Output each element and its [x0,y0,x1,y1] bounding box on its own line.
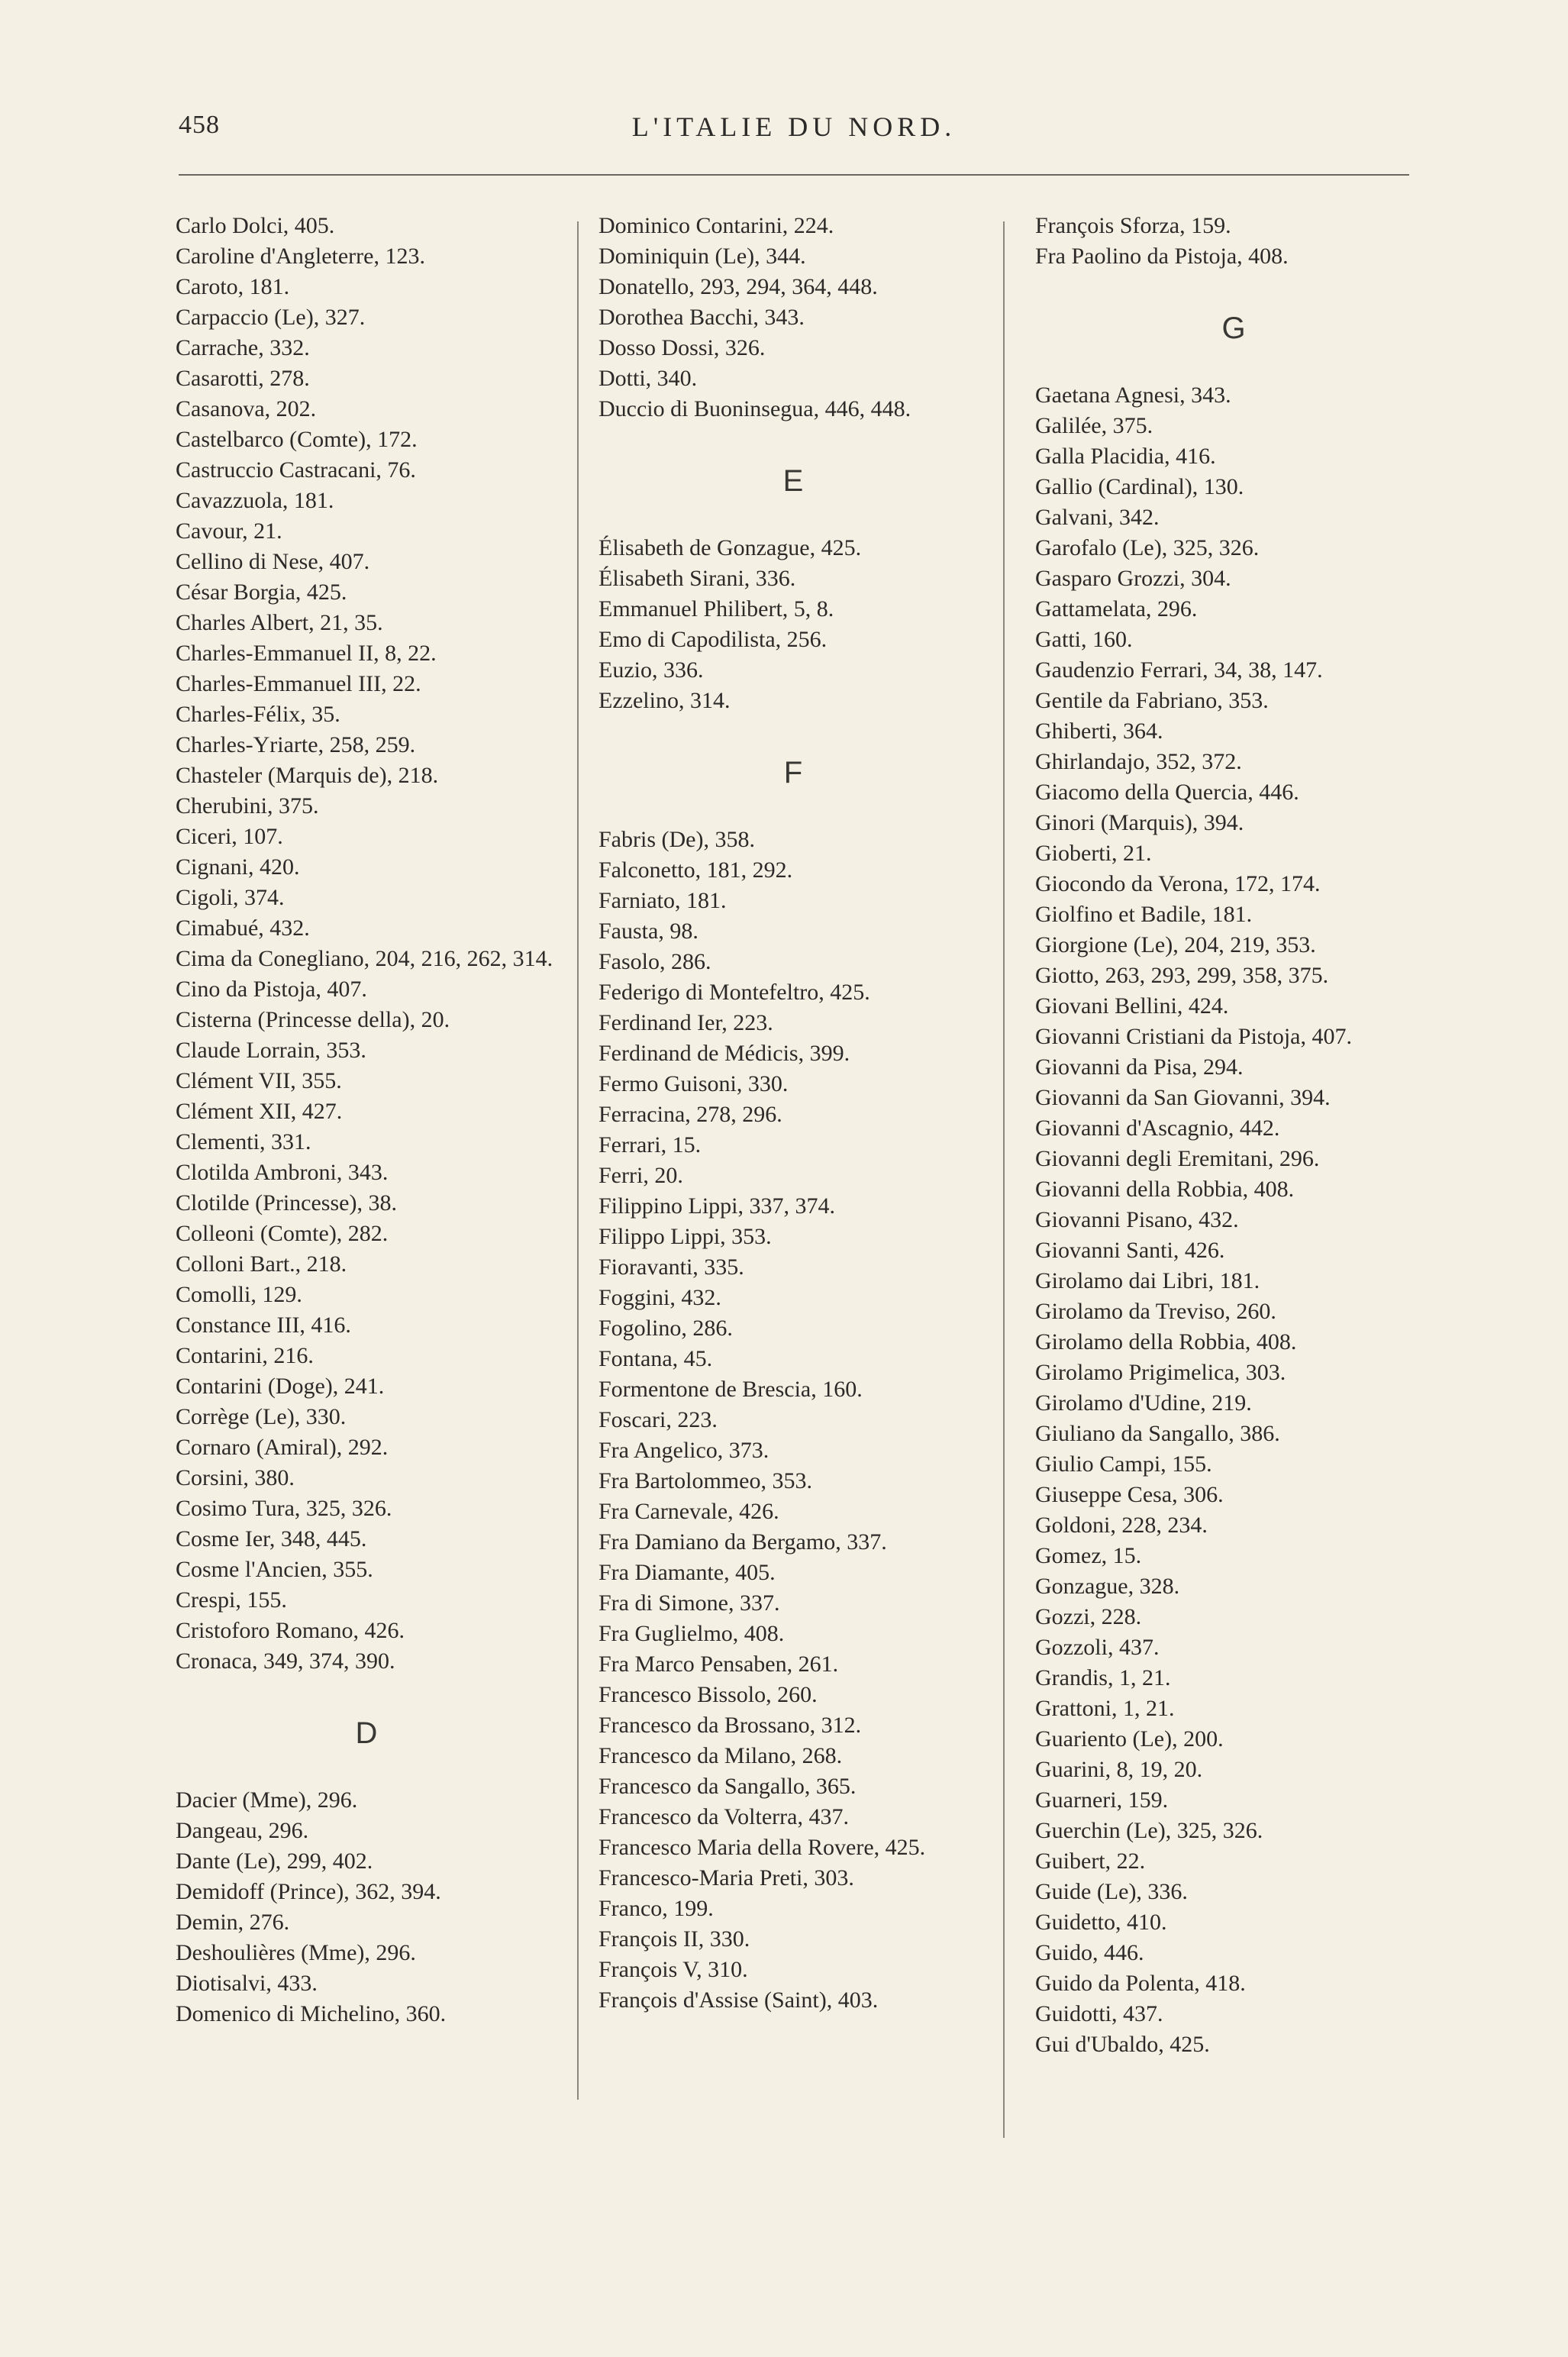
index-entry: Castruccio Castracani, 76. [176,457,416,483]
index-entry: Giuseppe Cesa, 306. [1035,1482,1224,1507]
index-entry: Gozzoli, 437. [1035,1635,1160,1660]
index-entry: Cristoforo Romano, 426. [176,1618,405,1643]
index-entry: Guidotti, 437. [1035,2001,1163,2026]
index-entry: Giovanni Santi, 426. [1035,1238,1225,1263]
index-entry: Ghirlandajo, 352, 372. [1035,749,1242,774]
index-entry: Francesco da Milano, 268. [598,1743,843,1768]
index-entry: Cisterna (Princesse della), 20. [176,1007,450,1032]
index-entry: Giovanni da San Giovanni, 394. [1035,1085,1331,1110]
index-entry: Charles-Emmanuel II, 8, 22. [176,641,437,666]
index-column-1 [176,211,557,2029]
index-entry: Guarini, 8, 19, 20. [1035,1757,1203,1782]
index-entry: César Borgia, 425. [176,580,347,605]
index-entry: Comolli, 129. [176,1282,302,1307]
index-entry: Galilée, 375. [1035,413,1153,438]
index-entry: Francesco-Maria Preti, 303. [598,1865,854,1890]
index-entry: François d'Assise (Saint), 403. [598,1987,879,2013]
index-entry: Gonzague, 328. [1035,1574,1180,1599]
index-entry: Castelbarco (Comte), 172. [176,427,418,452]
index-entry: François II, 330. [598,1926,750,1952]
index-entry: Giulio Campi, 155. [1035,1451,1212,1477]
index-entry: Gentile da Fabriano, 353. [1035,688,1269,713]
index-entry: Fra Marco Pensaben, 261. [598,1652,839,1677]
section-letter-heading: D [355,1716,378,1750]
index-entry: Donatello, 293, 294, 364, 448. [598,274,878,299]
index-entry: Dorothea Bacchi, 343. [598,305,805,330]
index-entry: Ginori (Marquis), 394. [1035,810,1244,835]
index-entry: Francesco Maria della Rovere, 425. [598,1835,926,1860]
index-entry: Garofalo (Le), 325, 326. [1035,535,1260,560]
index-entry: Guido, 446. [1035,1940,1144,1965]
index-entry: Demin, 276. [176,1910,290,1935]
index-entry: Emmanuel Philibert, 5, 8. [598,596,834,622]
index-entry: Clément VII, 355. [176,1068,342,1093]
index-entry: Gomez, 15. [1035,1543,1142,1568]
index-entry: Francesco da Sangallo, 365. [598,1774,857,1799]
index-entry: Fogolino, 286. [598,1316,733,1341]
index-entry: Cellino di Nese, 407. [176,549,370,574]
index-entry: Ferdinand Ier, 223. [598,1010,773,1035]
index-entry: Giovanni degli Eremitani, 296. [1035,1146,1320,1171]
index-entry: Ghiberti, 364. [1035,718,1163,744]
index-entry: Cornaro (Amiral), 292. [176,1435,389,1460]
index-entry: Cronaca, 349, 374, 390. [176,1648,395,1674]
index-entry: Falconetto, 181, 292. [598,857,793,883]
index-entry: Carrache, 332. [176,335,310,360]
index-entry: Giovanni Cristiani da Pistoja, 407. [1035,1024,1352,1049]
index-entry: Filippino Lippi, 337, 374. [598,1193,836,1219]
index-entry: Galvani, 342. [1035,505,1160,530]
index-entry: Gaudenzio Ferrari, 34, 38, 147. [1035,657,1323,683]
index-entry: Fabris (De), 358. [598,827,755,852]
section-letter-heading: E [782,464,804,498]
index-entry: Fra Diamante, 405. [598,1560,776,1585]
index-entry: Fra Bartolommeo, 353. [598,1468,812,1493]
index-entry: Corsini, 380. [176,1465,295,1490]
index-entry: Guibert, 22. [1035,1848,1146,1874]
index-entry: Ferdinand de Médicis, 399. [598,1041,850,1066]
index-entry: Cherubini, 375. [176,793,319,818]
header-rule [179,174,1409,176]
index-entry: Duccio di Buoninsegua, 446, 448. [598,396,911,421]
index-column-3 [1035,211,1432,2060]
index-entry: Gaetana Agnesi, 343. [1035,383,1231,408]
index-entry: Giovanni Pisano, 432. [1035,1207,1239,1232]
index-entry: Clementi, 331. [176,1129,311,1154]
page-number: 458 [179,111,220,139]
column-divider [1003,221,1005,2138]
index-entry: Dominiquin (Le), 344. [598,244,806,269]
index-entry: Giovanni della Robbia, 408. [1035,1177,1295,1202]
index-entry: Élisabeth de Gonzague, 425. [598,535,862,560]
page-header [179,111,1409,149]
index-entry: Grandis, 1, 21. [1035,1665,1171,1690]
index-entry: Claude Lorrain, 353. [176,1038,366,1063]
index-entry: Casarotti, 278. [176,366,310,391]
index-entry: Giotto, 263, 293, 299, 358, 375. [1035,963,1329,988]
index-entry: Giovanni da Pisa, 294. [1035,1054,1244,1080]
index-entry: Gasparo Grozzi, 304. [1035,566,1231,591]
index-column-2 [598,211,988,2016]
index-entry: Federigo di Montefeltro, 425. [598,980,870,1005]
index-entry: Gattamelata, 296. [1035,596,1198,622]
index-entry: Grattoni, 1, 21. [1035,1696,1175,1721]
index-entry: Fra Carnevale, 426. [598,1499,779,1524]
index-entry: Fermo Guisoni, 330. [598,1071,789,1096]
index-entry: Fra Angelico, 373. [598,1438,769,1463]
index-entry: Cosimo Tura, 325, 326. [176,1496,392,1521]
index-entry: Cigoli, 374. [176,885,285,910]
index-entry: Giorgione (Le), 204, 219, 353. [1035,932,1316,957]
index-entry: Giocondo da Verona, 172, 174. [1035,871,1321,896]
index-entry: Casanova, 202. [176,396,317,421]
index-entry: Francesco da Volterra, 437. [598,1804,849,1829]
index-entry: François V, 310. [598,1957,748,1982]
index-entry: Giovanni d'Ascagnio, 442. [1035,1116,1280,1141]
index-entry: Gozzi, 228. [1035,1604,1142,1629]
index-entry: Dominico Contarini, 224. [598,213,834,238]
index-entry: Giolfino et Badile, 181. [1035,902,1253,927]
index-entry: Diotisalvi, 433. [176,1971,318,1996]
index-entry: Charles-Félix, 35. [176,702,340,727]
index-entry: Dosso Dossi, 326. [598,335,766,360]
index-entry: Girolamo d'Udine, 219. [1035,1390,1252,1416]
index-entry: Euzio, 336. [598,657,704,683]
index-entry: Cosme l'Ancien, 355. [176,1557,373,1582]
index-entry: Contarini, 216. [176,1343,314,1368]
index-entry: Guerchin (Le), 325, 326. [1035,1818,1263,1843]
index-entry: Fioravanti, 335. [598,1254,744,1280]
index-entry: Franco, 199. [598,1896,714,1921]
index-entry: Chasteler (Marquis de), 218. [176,763,439,788]
index-entry: Clément XII, 427. [176,1099,343,1124]
index-entry: Giacomo della Quercia, 446. [1035,780,1299,805]
index-entry: Deshoulières (Mme), 296. [176,1940,416,1965]
index-entry: Guido da Polenta, 418. [1035,1971,1246,1996]
index-entry: Francesco da Brossano, 312. [598,1713,862,1738]
section-letter-heading: F [783,756,803,789]
index-entry: François Sforza, 159. [1035,213,1231,238]
index-entry: Gui d'Ubaldo, 425. [1035,2032,1210,2057]
index-entry: Ciceri, 107. [176,824,283,849]
index-entry: Girolamo Prigimelica, 303. [1035,1360,1286,1385]
index-entry: Galla Placidia, 416. [1035,444,1216,469]
index-entry: Gatti, 160. [1035,627,1133,652]
index-entry: Giovani Bellini, 424. [1035,993,1229,1019]
running-title: L'ITALIE DU NORD. [631,111,957,142]
index-entry: Ferracina, 278, 296. [598,1102,782,1127]
index-entry: Goldoni, 228, 234. [1035,1513,1208,1538]
index-entry: Gioberti, 21. [1035,841,1152,866]
index-entry: Caroline d'Angleterre, 123. [176,244,425,269]
index-entry: Guidetto, 410. [1035,1910,1167,1935]
index-entry: Colloni Bart., 218. [176,1251,347,1277]
index-entry: Guarneri, 159. [1035,1787,1169,1813]
index-entry: Girolamo dai Libri, 181. [1035,1268,1260,1293]
index-entry: Cignani, 420. [176,854,300,880]
index-entry: Ezzelino, 314. [598,688,731,713]
index-entry: Fra di Simone, 337. [598,1590,780,1616]
index-entry: Girolamo della Robbia, 408. [1035,1329,1297,1354]
index-entry: Corrège (Le), 330. [176,1404,347,1429]
index-entry: Demidoff (Prince), 362, 394. [176,1879,441,1904]
index-entry: Cosme Ier, 348, 445. [176,1526,367,1551]
index-entry: Guariento (Le), 200. [1035,1726,1224,1752]
index-entry: Cima da Conegliano, 204, 216, 262, 314. [176,946,553,971]
index-entry: Élisabeth Sirani, 336. [598,566,796,591]
index-entry: Francesco Bissolo, 260. [598,1682,818,1707]
index-entry: Charles-Yriarte, 258, 259. [176,732,416,757]
index-entry: Dante (Le), 299, 402. [176,1848,373,1874]
index-entry: Foggini, 432. [598,1285,721,1310]
index-entry: Crespi, 155. [176,1587,287,1613]
index-entry: Filippo Lippi, 353. [598,1224,772,1249]
index-entry: Emo di Capodilista, 256. [598,627,828,652]
index-entry: Colleoni (Comte), 282. [176,1221,389,1246]
index-entry: Foscari, 223. [598,1407,718,1432]
index-entry: Fasolo, 286. [598,949,711,974]
index-entry: Cimabué, 432. [176,915,310,941]
index-entry: Domenico di Michelino, 360. [176,2001,447,2026]
index-entry: Caroto, 181. [176,274,290,299]
index-entry: Dotti, 340. [598,366,698,391]
index-entry: Formentone de Brescia, 160. [598,1377,863,1402]
index-entry: Cavour, 21. [176,518,282,544]
index-entry: Fontana, 45. [598,1346,713,1371]
index-entry: Dacier (Mme), 296. [176,1787,358,1813]
section-letter-heading: G [1221,312,1246,345]
index-entry: Fra Paolino da Pistoja, 408. [1035,244,1289,269]
index-entry: Dangeau, 296. [176,1818,309,1843]
index-entry: Ferrari, 15. [598,1132,702,1158]
index-entry: Fra Guglielmo, 408. [598,1621,785,1646]
index-entry: Charles Albert, 21, 35. [176,610,383,635]
index-entry: Clotilde (Princesse), 38. [176,1190,397,1216]
index-entry: Fra Damiano da Bergamo, 337. [598,1529,887,1555]
index-entry: Cavazzuola, 181. [176,488,334,513]
index-entry: Giuliano da Sangallo, 386. [1035,1421,1280,1446]
index-entry: Gallio (Cardinal), 130. [1035,474,1244,499]
index-entry: Farniato, 181. [598,888,727,913]
index-entry: Ferri, 20. [598,1163,683,1188]
index-entry: Cino da Pistoja, 407. [176,977,367,1002]
index-entry: Girolamo da Treviso, 260. [1035,1299,1276,1324]
index-entry: Constance III, 416. [176,1312,351,1338]
index-entry: Charles-Emmanuel III, 22. [176,671,421,696]
index-entry: Contarini (Doge), 241. [176,1374,385,1399]
index-entry: Fausta, 98. [598,919,699,944]
column-divider [577,221,579,2100]
index-entry: Carpaccio (Le), 327. [176,305,366,330]
index-entry: Carlo Dolci, 405. [176,213,335,238]
index-entry: Clotilda Ambroni, 343. [176,1160,389,1185]
index-entry: Guide (Le), 336. [1035,1879,1188,1904]
